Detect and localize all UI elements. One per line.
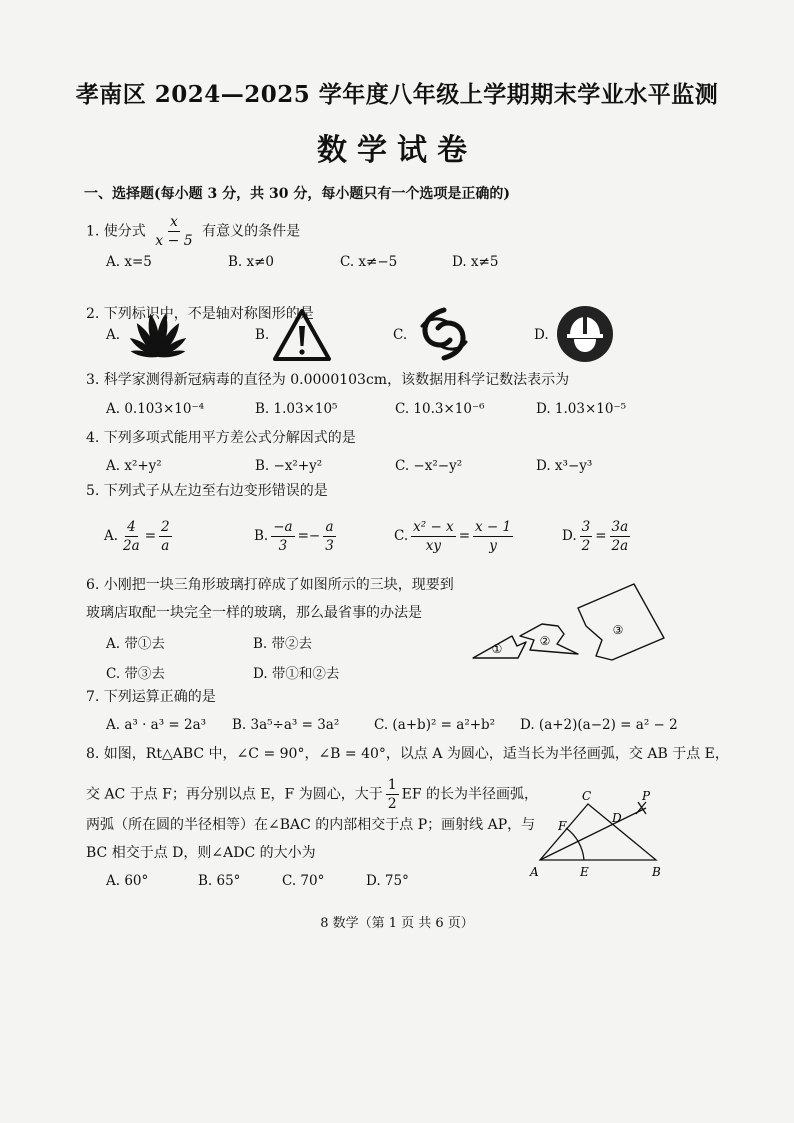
question-3-option-b: B. 1.03×10⁵ <box>255 401 338 417</box>
question-7-option-d: D. (a+2)(a−2) = a² − 2 <box>520 717 678 733</box>
question-8-stem-line1: 8. 如图，Rt△ABC 中，∠C = 90°，∠B = 40°，以点 A 为圆心，适当长为半径画弧，交 AB 于点 E， <box>86 746 729 762</box>
question-1-option-b: B. x≠0 <box>228 254 275 270</box>
exam-title: 孝南区 2024—2025 学年度八年级上学期期末学业水平监测 <box>75 81 719 108</box>
point-p-label: P <box>642 789 651 803</box>
question-2-option-b: B. <box>255 327 270 343</box>
question-8-option-d: D. 75° <box>366 873 409 889</box>
question-5-option-a: A. $\frac{4}{2a}$ = $\frac{2}{a}$ <box>104 519 170 554</box>
question-8-stem-line2: 交 AC 于点 F；再分别以点 E，F 为圆心，大于 $\frac{1}{2}$ EF 的长为半径画弧， <box>86 777 539 812</box>
question-4-option-d: D. x³−y³ <box>536 458 593 474</box>
question-1-option-d: D. x≠5 <box>452 254 499 270</box>
question-8-stem-line3: 两弧（所在圆的半径相等）在∠BAC 的内部相交于点 P；画射线 AP，与 <box>86 817 536 833</box>
question-3-option-c: C. 10.3×10⁻⁶ <box>395 401 485 417</box>
question-7-option-b: B. 3a⁵÷a³ = 3a² <box>232 717 340 733</box>
question-7-option-c: C. (a+b)² = a²+b² <box>374 717 496 733</box>
question-6-stem-line2: 玻璃店取配一块完全一样的玻璃，那么最省事的办法是 <box>86 605 422 621</box>
page-footer: 8 数学（第 1 页 共 6 页） <box>320 916 474 931</box>
question-6-option-a: A. 带①去 <box>106 636 165 652</box>
question-7-stem: 7. 下列运算正确的是 <box>86 689 216 705</box>
china-mobile-logo-icon <box>414 304 474 364</box>
question-8-option-b: B. 65° <box>198 873 241 889</box>
question-6-option-d: D. 带①和②去 <box>253 666 340 682</box>
arc-ef <box>566 828 584 860</box>
point-b-label: B <box>652 865 661 879</box>
question-1-fraction: $\frac{x}{x - 5}$ <box>155 214 193 249</box>
glass-piece-3 <box>578 584 664 660</box>
point-d-label: D <box>612 811 622 825</box>
question-2-option-a: A. <box>106 327 121 343</box>
question-4-stem: 4. 下列多项式能用平方差公式分解因式的是 <box>86 430 356 446</box>
glass-piece-1-label: ① <box>491 642 503 656</box>
exam-subtitle: 数学试卷 <box>317 133 477 168</box>
question-8-option-c: C. 70° <box>282 873 325 889</box>
question-2-stem: 2. 下列标识中，不是轴对称图形的是 <box>86 306 314 322</box>
question-1-stem: 1. 使分式 $\frac{x}{x - 5}$ 有意义的条件是 <box>86 214 301 249</box>
question-5-stem: 5. 下列式子从左边至右边变形错误的是 <box>86 483 328 499</box>
point-f-label: F <box>558 819 567 833</box>
ray-ap <box>540 808 646 860</box>
question-3-option-d: D. 1.03×10⁻⁵ <box>536 401 627 417</box>
helmet-sign-icon <box>556 305 614 363</box>
glass-pieces-figure <box>470 580 670 662</box>
question-7-option-a: A. a³ · a³ = 2a³ <box>106 717 207 733</box>
question-2-option-c: C. <box>393 327 408 343</box>
question-8-stem-line4: BC 相交于点 D，则∠ADC 的大小为 <box>86 845 316 861</box>
glass-piece-3-label: ③ <box>612 623 624 637</box>
question-3-stem: 3. 科学家测得新冠病毒的直径为 0.0000103cm，该数据用科学记数法表示为 <box>86 372 570 388</box>
arc-cross-p <box>636 802 646 814</box>
question-6-option-c: C. 带③去 <box>106 666 165 682</box>
question-6-option-b: B. 带②去 <box>253 636 313 652</box>
section-heading: 一、选择题(每小题 3 分，共 30 分，每小题只有一个选项是正确的) <box>84 186 510 202</box>
question-4-option-c: C. −x²−y² <box>395 458 463 474</box>
question-4-option-a: A. x²+y² <box>106 458 162 474</box>
point-e-label: E <box>580 865 589 879</box>
question-6-stem-line1: 6. 小刚把一块三角形玻璃打碎成了如图所示的三块，现要到 <box>86 577 454 593</box>
question-5-option-d: D. $\frac{3}{2}$ = $\frac{3a}{2a}$ <box>562 519 629 554</box>
point-a-label: A <box>530 865 539 879</box>
question-1-option-c: C. x≠−5 <box>340 254 398 270</box>
glass-piece-2-label: ② <box>539 634 551 648</box>
warning-triangle-icon <box>272 308 332 362</box>
question-5-option-b: B. $\frac{-a}{3}$ =− $\frac{a}{3}$ <box>254 519 334 554</box>
huawei-logo-icon <box>126 307 190 361</box>
point-c-label: C <box>582 789 592 803</box>
question-3-option-a: A. 0.103×10⁻⁴ <box>106 401 205 417</box>
triangle-construction-figure <box>526 788 676 880</box>
question-2-option-d: D. <box>534 327 549 343</box>
question-5-option-c: C. $\frac{\text{x² − x}}{xy}$ = $\frac{x - 1}{y}$ <box>394 519 512 554</box>
question-8-option-a: A. 60° <box>106 873 149 889</box>
question-1-option-a: A. x=5 <box>106 254 152 270</box>
question-4-option-b: B. −x²+y² <box>255 458 323 474</box>
